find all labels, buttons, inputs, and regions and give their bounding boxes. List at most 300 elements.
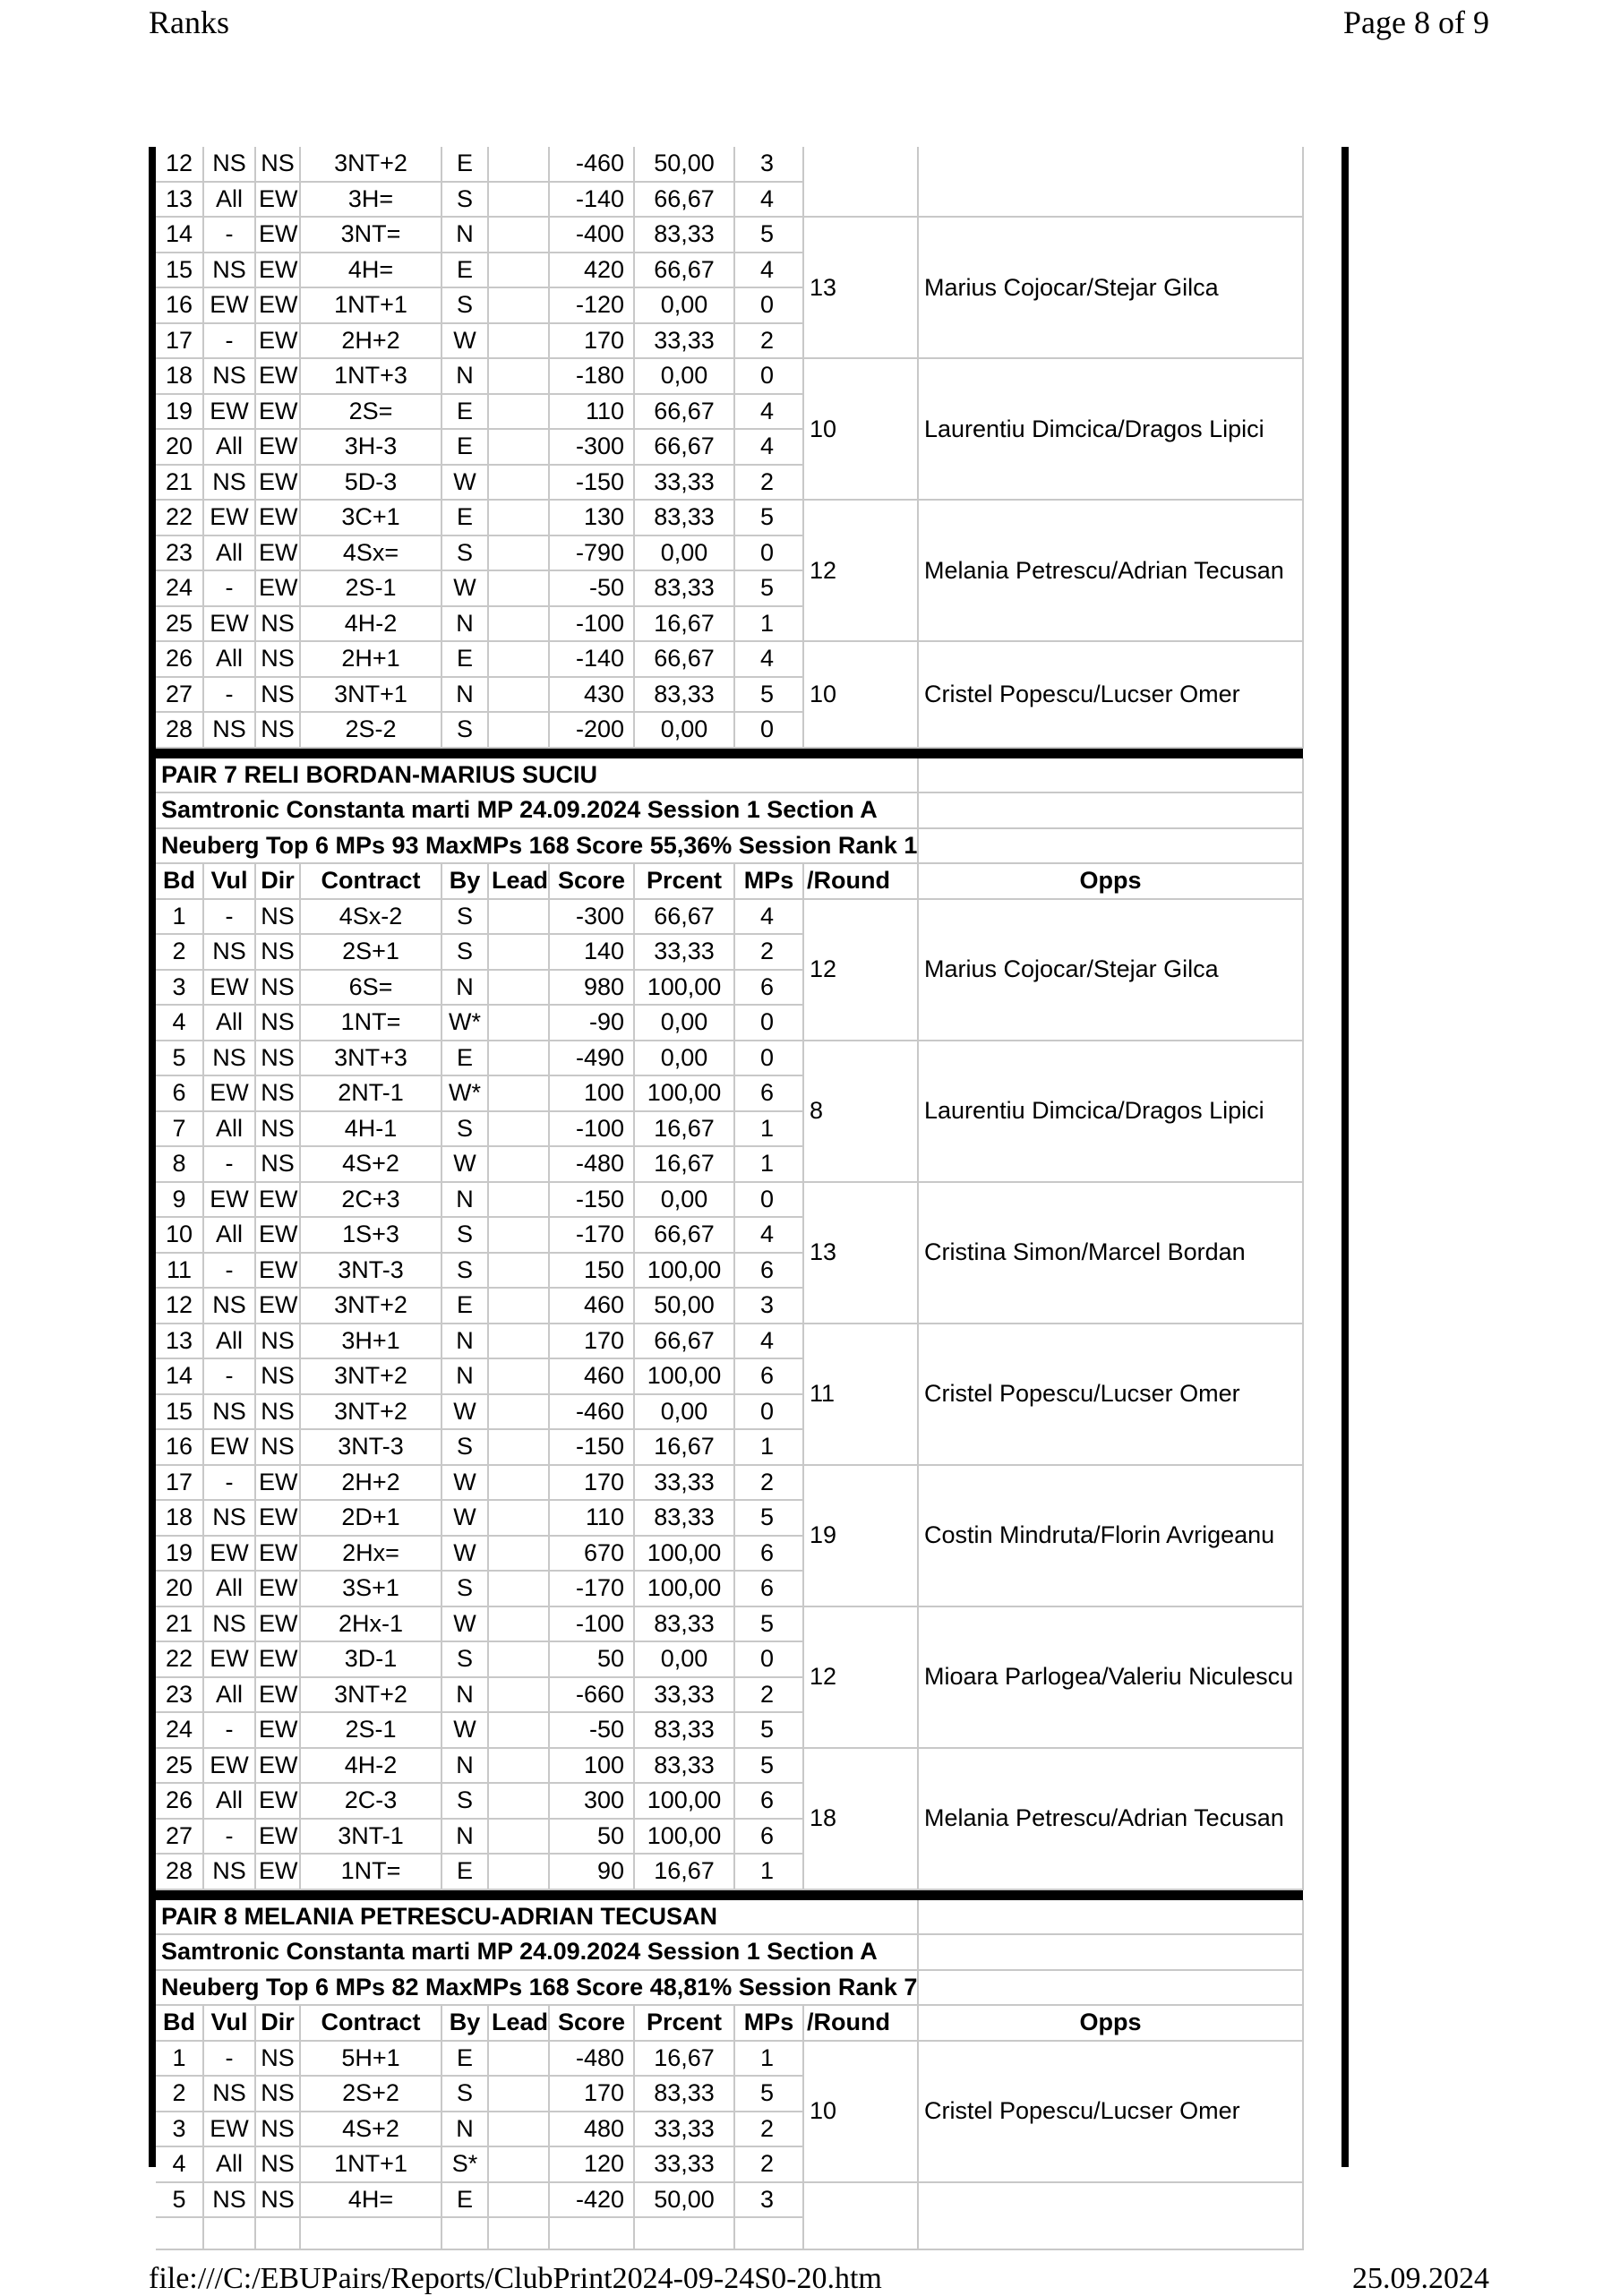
round-cell: 11 bbox=[803, 1324, 918, 1465]
board-cell: 4 bbox=[156, 2146, 203, 2182]
mps-cell: 0 bbox=[734, 535, 803, 571]
mps-cell: 0 bbox=[734, 1394, 803, 1430]
contract-cell: 3NT+2 bbox=[300, 1394, 441, 1430]
by-cell: W bbox=[441, 1394, 488, 1430]
dir-cell: NS bbox=[255, 970, 300, 1006]
board-cell: 18 bbox=[156, 1500, 203, 1536]
round-cell: 19 bbox=[803, 1465, 918, 1606]
contract-cell: 3NT+2 bbox=[300, 147, 441, 182]
vul-cell: EW bbox=[203, 1748, 255, 1784]
round-cell: 12 bbox=[803, 1606, 918, 1748]
percent-cell: 66,67 bbox=[634, 429, 734, 465]
opponents-cell: Costin Mindruta/Florin Avrigeanu bbox=[918, 1465, 1303, 1606]
vul-cell: - bbox=[203, 323, 255, 359]
dir-cell: EW bbox=[255, 1182, 300, 1218]
contract-cell: 5H+1 bbox=[300, 2041, 441, 2077]
score-cell: -50 bbox=[549, 570, 634, 606]
score-cell: -480 bbox=[549, 2041, 634, 2077]
contract-cell: 2C+3 bbox=[300, 1182, 441, 1218]
blank-cell bbox=[549, 2217, 634, 2249]
dir-cell: NS bbox=[255, 1146, 300, 1182]
round-cell: 13 bbox=[803, 1182, 918, 1324]
board-cell: 20 bbox=[156, 1571, 203, 1606]
dir-cell: NS bbox=[255, 1111, 300, 1147]
dir-cell: NS bbox=[255, 606, 300, 642]
score-cell: 170 bbox=[549, 1465, 634, 1501]
round-cell: 10 bbox=[803, 2041, 918, 2182]
board-cell: 22 bbox=[156, 500, 203, 535]
percent-cell: 66,67 bbox=[634, 899, 734, 935]
percent-cell: 100,00 bbox=[634, 1075, 734, 1111]
vul-cell: NS bbox=[203, 1500, 255, 1536]
contract-cell: 1NT= bbox=[300, 1854, 441, 1889]
lead-cell bbox=[488, 1606, 549, 1642]
board-cell: 18 bbox=[156, 358, 203, 394]
dir-cell: EW bbox=[255, 465, 300, 501]
pair-event-pad bbox=[918, 792, 1303, 828]
score-cell: -200 bbox=[549, 712, 634, 748]
percent-cell: 83,33 bbox=[634, 1748, 734, 1784]
score-cell: 150 bbox=[549, 1253, 634, 1289]
column-header: Prcent bbox=[634, 863, 734, 899]
board-cell: 1 bbox=[156, 2041, 203, 2077]
score-cell: 100 bbox=[549, 1748, 634, 1784]
score-cell: 300 bbox=[549, 1783, 634, 1819]
score-cell: -90 bbox=[549, 1005, 634, 1041]
board-cell: 3 bbox=[156, 2112, 203, 2147]
lead-cell bbox=[488, 1182, 549, 1218]
mps-cell: 4 bbox=[734, 429, 803, 465]
score-cell: -140 bbox=[549, 641, 634, 677]
column-header-row bbox=[156, 2005, 1303, 2041]
by-cell: E bbox=[441, 253, 488, 288]
vul-cell: NS bbox=[203, 358, 255, 394]
contract-cell: 1NT+1 bbox=[300, 287, 441, 323]
score-cell: -140 bbox=[549, 182, 634, 218]
by-cell: N bbox=[441, 1677, 488, 1713]
contract-cell: 2H+2 bbox=[300, 323, 441, 359]
dir-cell: NS bbox=[255, 1429, 300, 1465]
by-cell: S bbox=[441, 287, 488, 323]
vul-cell: EW bbox=[203, 606, 255, 642]
by-cell: S bbox=[441, 1253, 488, 1289]
table-row bbox=[156, 1182, 1303, 1218]
column-header: Bd bbox=[156, 2005, 203, 2041]
dir-cell: EW bbox=[255, 1288, 300, 1324]
dir-cell: EW bbox=[255, 1677, 300, 1713]
mps-cell: 0 bbox=[734, 287, 803, 323]
percent-cell: 83,33 bbox=[634, 500, 734, 535]
percent-cell: 16,67 bbox=[634, 1854, 734, 1889]
table-row bbox=[156, 358, 1303, 394]
round-cell bbox=[803, 2182, 918, 2250]
column-header: Score bbox=[549, 2005, 634, 2041]
mps-cell: 4 bbox=[734, 253, 803, 288]
table-row bbox=[156, 1041, 1303, 1076]
score-cell: 110 bbox=[549, 1500, 634, 1536]
by-cell: E bbox=[441, 394, 488, 430]
score-cell: -300 bbox=[549, 899, 634, 935]
board-cell: 8 bbox=[156, 1146, 203, 1182]
pair-title-row bbox=[156, 1900, 1303, 1935]
vul-cell: NS bbox=[203, 253, 255, 288]
pair-event-row bbox=[156, 792, 1303, 828]
report-frame-right bbox=[1341, 147, 1349, 2167]
dir-cell: NS bbox=[255, 1075, 300, 1111]
pair-summary-row bbox=[156, 828, 1303, 864]
dir-cell: NS bbox=[255, 712, 300, 748]
by-cell: S bbox=[441, 1429, 488, 1465]
dir-cell: EW bbox=[255, 500, 300, 535]
opponents-cell: Marius Cojocar/Stejar Gilca bbox=[918, 217, 1303, 358]
contract-cell: 3H= bbox=[300, 182, 441, 218]
board-cell: 17 bbox=[156, 1465, 203, 1501]
board-cell: 14 bbox=[156, 1358, 203, 1394]
dir-cell: EW bbox=[255, 1571, 300, 1606]
lead-cell bbox=[488, 570, 549, 606]
mps-cell: 6 bbox=[734, 1783, 803, 1819]
vul-cell: All bbox=[203, 1677, 255, 1713]
score-cell: -170 bbox=[549, 1217, 634, 1253]
dir-cell: EW bbox=[255, 287, 300, 323]
lead-cell bbox=[488, 1677, 549, 1713]
percent-cell: 33,33 bbox=[634, 1677, 734, 1713]
lead-cell bbox=[488, 1394, 549, 1430]
mps-cell: 5 bbox=[734, 500, 803, 535]
score-cell: 170 bbox=[549, 323, 634, 359]
mps-cell: 0 bbox=[734, 358, 803, 394]
blank-cell bbox=[634, 2217, 734, 2249]
by-cell: N bbox=[441, 358, 488, 394]
section-separator bbox=[156, 748, 1303, 758]
score-cell: 170 bbox=[549, 2076, 634, 2112]
percent-cell: 100,00 bbox=[634, 1253, 734, 1289]
mps-cell: 0 bbox=[734, 1182, 803, 1218]
board-cell: 26 bbox=[156, 1783, 203, 1819]
lead-cell bbox=[488, 1712, 549, 1748]
mps-cell: 5 bbox=[734, 1712, 803, 1748]
board-cell: 26 bbox=[156, 641, 203, 677]
score-cell: 480 bbox=[549, 2112, 634, 2147]
score-cell: 120 bbox=[549, 2146, 634, 2182]
by-cell: W bbox=[441, 1465, 488, 1501]
score-cell: -150 bbox=[549, 1182, 634, 1218]
score-cell: -150 bbox=[549, 465, 634, 501]
column-header: By bbox=[441, 863, 488, 899]
vul-cell: All bbox=[203, 1005, 255, 1041]
contract-cell: 2Hx= bbox=[300, 1536, 441, 1572]
opponents-cell: Mioara Parlogea/Valeriu Niculescu bbox=[918, 1606, 1303, 1748]
by-cell: W bbox=[441, 465, 488, 501]
table-row bbox=[156, 1606, 1303, 1642]
percent-cell: 33,33 bbox=[634, 465, 734, 501]
vul-cell: - bbox=[203, 217, 255, 253]
by-cell: S bbox=[441, 535, 488, 571]
by-cell: W* bbox=[441, 1075, 488, 1111]
opponents-cell: Melania Petrescu/Adrian Tecusan bbox=[918, 500, 1303, 641]
score-cell: -400 bbox=[549, 217, 634, 253]
contract-cell: 4Sx= bbox=[300, 535, 441, 571]
contract-cell: 3H-3 bbox=[300, 429, 441, 465]
board-cell: 19 bbox=[156, 1536, 203, 1572]
score-cell: -180 bbox=[549, 358, 634, 394]
mps-cell: 2 bbox=[734, 1465, 803, 1501]
mps-cell: 6 bbox=[734, 1819, 803, 1855]
contract-cell: 3NT+2 bbox=[300, 1677, 441, 1713]
score-cell: -480 bbox=[549, 1146, 634, 1182]
opponents-cell: Marius Cojocar/Stejar Gilca bbox=[918, 899, 1303, 1041]
contract-cell: 3NT-3 bbox=[300, 1429, 441, 1465]
dir-cell: EW bbox=[255, 1465, 300, 1501]
board-cell: 13 bbox=[156, 182, 203, 218]
board-cell: 4 bbox=[156, 1005, 203, 1041]
by-cell: S bbox=[441, 899, 488, 935]
by-cell: E bbox=[441, 1041, 488, 1076]
board-cell: 12 bbox=[156, 147, 203, 182]
vul-cell: NS bbox=[203, 147, 255, 182]
percent-cell: 50,00 bbox=[634, 147, 734, 182]
contract-cell: 3NT+1 bbox=[300, 677, 441, 713]
by-cell: E bbox=[441, 641, 488, 677]
percent-cell: 83,33 bbox=[634, 1500, 734, 1536]
score-cell: -460 bbox=[549, 147, 634, 182]
lead-cell bbox=[488, 1748, 549, 1784]
column-header: Opps bbox=[918, 2005, 1303, 2041]
round-cell: 8 bbox=[803, 1041, 918, 1182]
percent-cell: 50,00 bbox=[634, 2182, 734, 2218]
percent-cell: 0,00 bbox=[634, 1394, 734, 1430]
opponents-cell: Cristel Popescu/Lucser Omer bbox=[918, 641, 1303, 748]
contract-cell: 2Hx-1 bbox=[300, 1606, 441, 1642]
column-header: Lead bbox=[488, 2005, 549, 2041]
contract-cell: 3NT-3 bbox=[300, 1253, 441, 1289]
by-cell: N bbox=[441, 1748, 488, 1784]
vul-cell: All bbox=[203, 1111, 255, 1147]
mps-cell: 6 bbox=[734, 970, 803, 1006]
percent-cell: 16,67 bbox=[634, 606, 734, 642]
opponents-cell: Cristel Popescu/Lucser Omer bbox=[918, 1324, 1303, 1465]
dir-cell: EW bbox=[255, 1712, 300, 1748]
score-cell: 460 bbox=[549, 1358, 634, 1394]
lead-cell bbox=[488, 899, 549, 935]
by-cell: E bbox=[441, 429, 488, 465]
pair-summary-row bbox=[156, 1970, 1303, 2006]
percent-cell: 100,00 bbox=[634, 1783, 734, 1819]
by-cell: S bbox=[441, 182, 488, 218]
column-header: Opps bbox=[918, 863, 1303, 899]
round-cell: 10 bbox=[803, 641, 918, 748]
lead-cell bbox=[488, 1253, 549, 1289]
lead-cell bbox=[488, 2182, 549, 2218]
percent-cell: 0,00 bbox=[634, 1182, 734, 1218]
percent-cell: 0,00 bbox=[634, 535, 734, 571]
vul-cell: All bbox=[203, 641, 255, 677]
lead-cell bbox=[488, 394, 549, 430]
percent-cell: 33,33 bbox=[634, 934, 734, 970]
results-table bbox=[156, 147, 1304, 2250]
percent-cell: 100,00 bbox=[634, 970, 734, 1006]
dir-cell: NS bbox=[255, 677, 300, 713]
vul-cell: - bbox=[203, 2041, 255, 2077]
dir-cell: NS bbox=[255, 2182, 300, 2218]
percent-cell: 66,67 bbox=[634, 394, 734, 430]
lead-cell bbox=[488, 182, 549, 218]
by-cell: W bbox=[441, 1606, 488, 1642]
blank-cell bbox=[300, 2217, 441, 2249]
column-header: Dir bbox=[255, 2005, 300, 2041]
vul-cell: EW bbox=[203, 1182, 255, 1218]
vul-cell: - bbox=[203, 1253, 255, 1289]
by-cell: N bbox=[441, 217, 488, 253]
contract-cell: 3NT+2 bbox=[300, 1358, 441, 1394]
percent-cell: 16,67 bbox=[634, 2041, 734, 2077]
mps-cell: 2 bbox=[734, 465, 803, 501]
contract-cell: 4S+2 bbox=[300, 1146, 441, 1182]
pair-summary: Neuberg Top 6 MPs 93 MaxMPs 168 Score 55,36% Session Rank 1 bbox=[156, 828, 918, 864]
score-cell: -170 bbox=[549, 1571, 634, 1606]
lead-cell bbox=[488, 429, 549, 465]
mps-cell: 6 bbox=[734, 1571, 803, 1606]
score-cell: -300 bbox=[549, 429, 634, 465]
vul-cell: All bbox=[203, 1571, 255, 1606]
pair-event-row bbox=[156, 1934, 1303, 1970]
by-cell: W bbox=[441, 1712, 488, 1748]
by-cell: S* bbox=[441, 2146, 488, 2182]
percent-cell: 66,67 bbox=[634, 1217, 734, 1253]
mps-cell: 5 bbox=[734, 2076, 803, 2112]
vul-cell: EW bbox=[203, 1075, 255, 1111]
pair-title: PAIR 7 RELI BORDAN-MARIUS SUCIU bbox=[156, 758, 918, 793]
vul-cell: - bbox=[203, 1465, 255, 1501]
by-cell: W* bbox=[441, 1005, 488, 1041]
column-header: Vul bbox=[203, 863, 255, 899]
dir-cell: EW bbox=[255, 535, 300, 571]
percent-cell: 16,67 bbox=[634, 1111, 734, 1147]
vul-cell: NS bbox=[203, 1854, 255, 1889]
lead-cell bbox=[488, 147, 549, 182]
lead-cell bbox=[488, 1500, 549, 1536]
mps-cell: 6 bbox=[734, 1358, 803, 1394]
lead-cell bbox=[488, 1288, 549, 1324]
mps-cell: 5 bbox=[734, 1748, 803, 1784]
vul-cell: EW bbox=[203, 1641, 255, 1677]
column-header: MPs bbox=[734, 863, 803, 899]
mps-cell: 5 bbox=[734, 1606, 803, 1642]
dir-cell: NS bbox=[255, 934, 300, 970]
board-cell: 15 bbox=[156, 253, 203, 288]
by-cell: S bbox=[441, 712, 488, 748]
vul-cell: - bbox=[203, 1819, 255, 1855]
percent-cell: 0,00 bbox=[634, 1641, 734, 1677]
lead-cell bbox=[488, 1041, 549, 1076]
percent-cell: 33,33 bbox=[634, 2146, 734, 2182]
contract-cell: 1NT+3 bbox=[300, 358, 441, 394]
score-cell: 110 bbox=[549, 394, 634, 430]
percent-cell: 33,33 bbox=[634, 323, 734, 359]
lead-cell bbox=[488, 1217, 549, 1253]
percent-cell: 100,00 bbox=[634, 1571, 734, 1606]
percent-cell: 66,67 bbox=[634, 641, 734, 677]
vul-cell: NS bbox=[203, 1606, 255, 1642]
lead-cell bbox=[488, 253, 549, 288]
mps-cell: 4 bbox=[734, 182, 803, 218]
vul-cell: NS bbox=[203, 1394, 255, 1430]
lead-cell bbox=[488, 970, 549, 1006]
report-frame-left bbox=[149, 147, 156, 2167]
column-header-row bbox=[156, 863, 1303, 899]
by-cell: N bbox=[441, 2112, 488, 2147]
contract-cell: 3NT+2 bbox=[300, 1288, 441, 1324]
vul-cell: All bbox=[203, 535, 255, 571]
score-cell: -50 bbox=[549, 1712, 634, 1748]
pair-event: Samtronic Constanta marti MP 24.09.2024 Session 1 Section A bbox=[156, 1934, 918, 1970]
table-row bbox=[156, 147, 1303, 182]
dir-cell: NS bbox=[255, 2146, 300, 2182]
board-cell: 16 bbox=[156, 1429, 203, 1465]
column-header: MPs bbox=[734, 2005, 803, 2041]
contract-cell: 5D-3 bbox=[300, 465, 441, 501]
board-cell: 27 bbox=[156, 1819, 203, 1855]
contract-cell: 4Sx-2 bbox=[300, 899, 441, 935]
lead-cell bbox=[488, 712, 549, 748]
vul-cell: EW bbox=[203, 1536, 255, 1572]
score-cell: 50 bbox=[549, 1641, 634, 1677]
mps-cell: 2 bbox=[734, 934, 803, 970]
mps-cell: 0 bbox=[734, 1641, 803, 1677]
column-header: Dir bbox=[255, 863, 300, 899]
lead-cell bbox=[488, 606, 549, 642]
score-cell: 90 bbox=[549, 1854, 634, 1889]
contract-cell: 3NT-1 bbox=[300, 1819, 441, 1855]
contract-cell: 4H-2 bbox=[300, 606, 441, 642]
dir-cell: EW bbox=[255, 1606, 300, 1642]
vul-cell: NS bbox=[203, 1041, 255, 1076]
contract-cell: 4H-1 bbox=[300, 1111, 441, 1147]
dir-cell: EW bbox=[255, 1748, 300, 1784]
dir-cell: EW bbox=[255, 1500, 300, 1536]
contract-cell: 2H+1 bbox=[300, 641, 441, 677]
pair-title: PAIR 8 MELANIA PETRESCU-ADRIAN TECUSAN bbox=[156, 1900, 918, 1935]
percent-cell: 0,00 bbox=[634, 1041, 734, 1076]
score-cell: 140 bbox=[549, 934, 634, 970]
contract-cell: 2S-1 bbox=[300, 570, 441, 606]
mps-cell: 0 bbox=[734, 1005, 803, 1041]
dir-cell: EW bbox=[255, 182, 300, 218]
section-separator bbox=[156, 1889, 1303, 1900]
vul-cell: NS bbox=[203, 934, 255, 970]
board-cell: 16 bbox=[156, 287, 203, 323]
score-cell: -660 bbox=[549, 1677, 634, 1713]
score-cell: 460 bbox=[549, 1288, 634, 1324]
dir-cell: EW bbox=[255, 1819, 300, 1855]
round-cell: 10 bbox=[803, 358, 918, 500]
pair-summary: Neuberg Top 6 MPs 82 MaxMPs 168 Score 48,81% Session Rank 7 bbox=[156, 1970, 918, 2006]
vul-cell: EW bbox=[203, 500, 255, 535]
lead-cell bbox=[488, 1641, 549, 1677]
mps-cell: 4 bbox=[734, 394, 803, 430]
vul-cell: - bbox=[203, 677, 255, 713]
lead-cell bbox=[488, 1571, 549, 1606]
board-cell: 21 bbox=[156, 465, 203, 501]
percent-cell: 100,00 bbox=[634, 1358, 734, 1394]
mps-cell: 1 bbox=[734, 1111, 803, 1147]
score-cell: 430 bbox=[549, 677, 634, 713]
lead-cell bbox=[488, 323, 549, 359]
board-cell: 10 bbox=[156, 1217, 203, 1253]
lead-cell bbox=[488, 465, 549, 501]
vul-cell: EW bbox=[203, 287, 255, 323]
round-cell: 12 bbox=[803, 500, 918, 641]
